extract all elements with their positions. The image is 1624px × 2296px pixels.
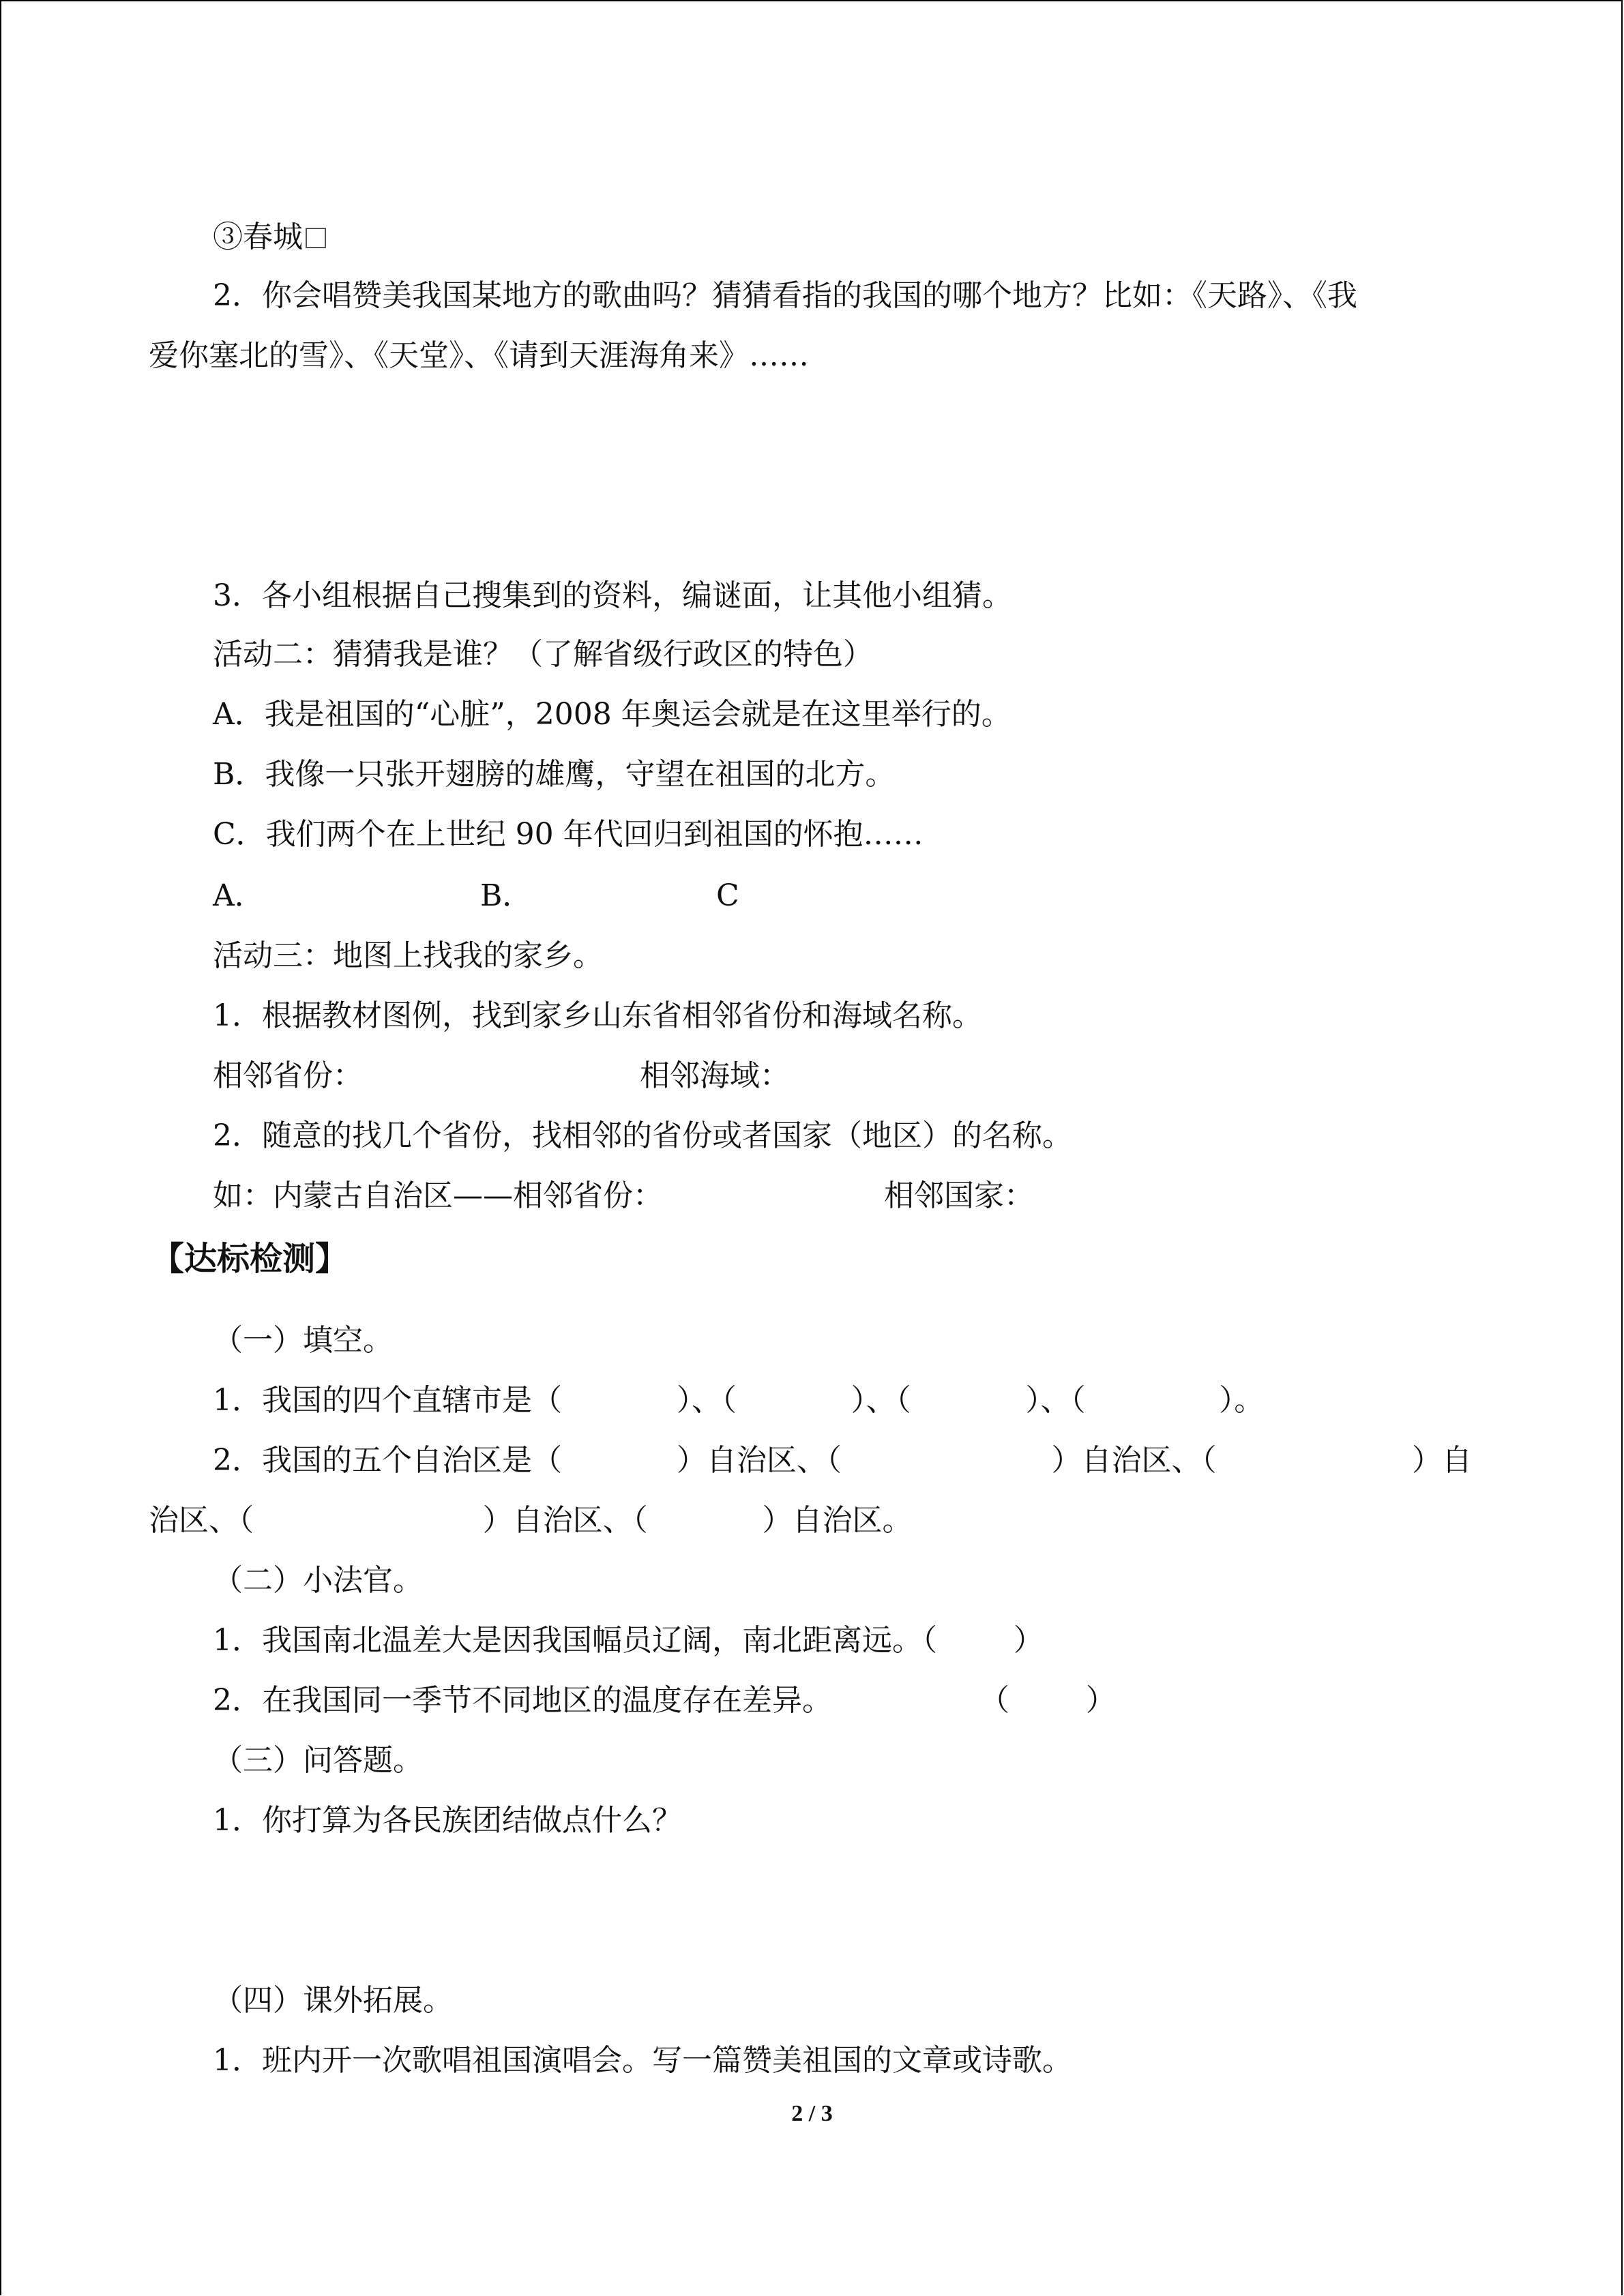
fill-blank-2-line-1: 2．我国的五个自治区是（ ）自治区、（ ）自治区、（ [213, 1443, 1217, 1478]
fill-blank-2-line-2: 治区、（ ）自治区、（ ）自治区。 [149, 1503, 913, 1538]
neighbor-seas-label: 相邻海域： [640, 1058, 790, 1093]
judge-1: 1．我国南北温差大是因我国幅员辽阔，南北距离远。（ ） [213, 1623, 1044, 1658]
riddle-a: A．我是祖国的“心脏”，2008 年奥运会就是在这里举行的。 [213, 697, 1012, 732]
riddle-c: C．我们两个在上世纪 90 年代回归到祖国的怀抱…… [213, 817, 924, 852]
part-1-title: （一）填空。 [213, 1323, 393, 1358]
question-answer-1: 1．你打算为各民族团结做点什么？ [213, 1803, 682, 1838]
question-3: 3．各小组根据自己搜集到的资料，编谜面，让其他小组猜。 [213, 578, 1012, 613]
part-4-title: （四）课外拓展。 [213, 1983, 453, 2018]
checkbox-icon[interactable] [306, 228, 326, 248]
answer-b-label: B． [480, 878, 533, 913]
activity-3-title: 活动三：地图上找我的家乡。 [213, 938, 603, 973]
judge-2: 2．在我国同一季节不同地区的温度存在差异。 [213, 1683, 832, 1718]
option-chuncheng: ③春城 [213, 217, 326, 258]
activity-3-item-1: 1．根据教材图例，找到家乡山东省相邻省份和海域名称。 [213, 998, 982, 1033]
part-3-title: （三）问答题。 [213, 1743, 423, 1778]
neighbor-provinces-label: 相邻省份： [213, 1058, 363, 1093]
fill-blank-1: 1．我国的四个直辖市是（ ）、（ ）、（ ）、（ ）。 [213, 1383, 1265, 1418]
answer-c-label: C [716, 878, 739, 913]
part-2-title: （二）小法官。 [213, 1563, 423, 1598]
activity-2-title: 活动二：猜猜我是谁？（了解省级行政区的特色） [213, 637, 873, 672]
example-neighbor-provinces: 如：内蒙古自治区——相邻省份： [213, 1178, 663, 1213]
judge-2-bracket: （ ） [979, 1683, 1116, 1718]
extension-1: 1．班内开一次歌唱祖国演唱会。写一篇赞美祖国的文章或诗歌。 [213, 2043, 1072, 2078]
example-neighbor-countries: 相邻国家： [884, 1178, 1034, 1213]
activity-3-item-2: 2．随意的找几个省份，找相邻的省份或者国家（地区）的名称。 [213, 1118, 1072, 1153]
answer-a-label: A． [213, 878, 265, 913]
section-heading-assessment: 【达标检测】 [151, 1240, 349, 1278]
fill-blank-2-line-1-end: ）自 [1412, 1443, 1472, 1478]
question-2-line-1: 2．你会唱赞美我国某地方的歌曲吗？猜猜看指的我国的哪个地方？比如：《天路》、《我 [213, 278, 1357, 313]
page-number: 2 / 3 [791, 2101, 833, 2126]
question-2-line-2: 爱你塞北的雪》、《天堂》、《请到天涯海角来》…… [149, 338, 809, 373]
riddle-b: B．我像一只张开翅膀的雄鹰，守望在祖国的北方。 [213, 757, 896, 792]
